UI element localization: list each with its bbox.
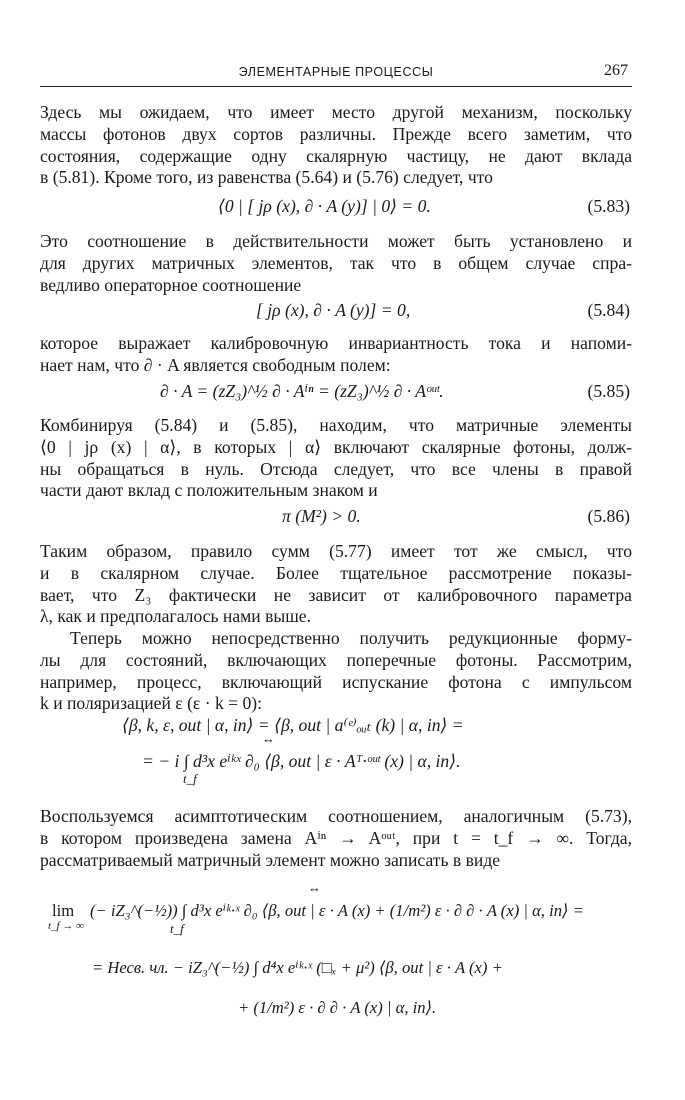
equation-expression: = Несв. чл. − iZ₃^(−½) ∫ d⁴x eⁱᵏ·ˣ (□ₓ + μ²) ⟨β, out | ε · A (x) + — [92, 958, 503, 977]
equation-reduction-line-2 — [40, 731, 632, 786]
equation-expression: ⟨β, k, ε, out | α, in⟩ = ⟨β, out | a⁽ᵉ⁾ₒᵤₜ (k) | α, in⟩ = — [122, 715, 464, 735]
text-line: Воспользуемся асимптотическим соотношением, аналогичным (5.73), — [40, 806, 632, 826]
running-title: ЭЛЕМЕНТАРНЫЕ ПРОЦЕССЫ — [238, 65, 434, 79]
equation-number: (5.84) — [587, 300, 630, 320]
text-line: например, процесс, включающий испускание фотона с импульсом — [40, 671, 632, 692]
page-header — [40, 60, 632, 87]
paragraph-5 — [40, 541, 632, 628]
integral-lower-limit: t_f — [183, 771, 197, 786]
bidirectional-arrow-icon: ↔ — [262, 731, 275, 746]
limit-operator: lim — [52, 901, 75, 920]
equation-final-line-3 — [40, 995, 632, 1021]
paragraph-3 — [40, 333, 632, 377]
equation-expression: = − i ∫ d³x eⁱᵏˣ ∂₀ ⟨β, out | ε · Aᵀ·ᵒᵘᵗ (x) | α, in⟩. — [142, 751, 461, 771]
text-line: ⟨0 | jρ (x) | α⟩, в которых | α⟩ включают скалярные фотоны, долж- — [40, 436, 632, 457]
limit-subscript: t_f → ∞ — [48, 920, 84, 932]
text-line: части дают вклад с положительным знаком и — [40, 480, 378, 501]
text-line: k и поляризацией ε (ε · k = 0): — [40, 693, 263, 714]
equation-expression: ∂ · A = (zZ₃)^½ ∂ · Aⁱⁿ = (zZ₃)^½ ∂ · Aᵒᵘᵗ. — [160, 381, 444, 401]
equation-number: (5.85) — [587, 381, 630, 401]
equation-expression: + (1/m²) ε · ∂ ∂ · A (x) | α, in⟩. — [238, 998, 437, 1017]
equation-expression: (− iZ₃^(−½)) ∫ d³x eⁱᵏ·ˣ ∂₀ ⟨β, out | ε · A (x) + (1/m²) ε · ∂ ∂ · A (x) | α, in⟩ = — [90, 901, 584, 920]
text-line: нает нам, что ∂ · A является свободным полем: — [40, 354, 391, 375]
text-line: состояния, содержащие одну скалярную частицу, не дают вклада — [40, 145, 632, 166]
equation-expression: π (M²) > 0. — [282, 506, 361, 526]
paragraph-7 — [40, 806, 632, 871]
text-line: Это соотношение в действительности может быть установлено и — [40, 231, 632, 251]
integral-lower-limit: t_f — [170, 921, 184, 936]
equation-final-line-2 — [40, 955, 632, 981]
text-line: которое выражает калибровочную инвариантность тока и напоми- — [40, 333, 632, 353]
text-line: λ, как и предполагалось нами выше. — [40, 606, 311, 627]
equation-number: (5.83) — [587, 196, 630, 216]
equation-final-line-1 — [40, 880, 632, 936]
text-line: для других матричных элементов, так что в общем случае спра- — [40, 252, 632, 273]
text-line: вает, что Z₃ фактически не зависит от калибровочного параметра — [40, 584, 632, 605]
text-line: и в скалярном случае. Более тщательное рассмотрение показы- — [40, 562, 632, 583]
text-line: массы фотонов двух сортов различны. Прежде всего заметим, что — [40, 123, 632, 144]
equation-5-83 — [40, 193, 632, 219]
text-line: Здесь мы ожидаем, что имеет место другой механизм, поскольку — [40, 102, 632, 122]
paragraph-4 — [40, 415, 632, 502]
text-line: ны обращаться в нуль. Отсюда следует, что все члены в правой — [40, 458, 632, 479]
equation-5-85 — [40, 378, 632, 404]
text-line: в котором произведена замена Aⁱⁿ → Aᵒᵘᵗ, при t = t_f → ∞. Тогда, — [40, 827, 632, 848]
paragraph-6 — [40, 628, 632, 715]
text-line: рассматриваемый матричный элемент можно записать в виде — [40, 849, 501, 870]
equation-5-86 — [40, 503, 632, 529]
text-line: Теперь можно непосредственно получить редукционные форму- — [70, 628, 632, 648]
page-number: 267 — [604, 62, 628, 79]
text-line: Комбинируя (5.84) и (5.85), находим, что матричные элементы — [40, 415, 632, 435]
text-line: ведливо операторное соотношение — [40, 274, 302, 295]
text-line: в (5.81). Кроме того, из равенства (5.64) и (5.76) следует, что — [40, 167, 493, 188]
equation-number: (5.86) — [587, 506, 630, 526]
equation-expression: [ jρ (x), ∂ · A (y)] = 0, — [256, 300, 411, 320]
equation-expression: ⟨0 | [ jρ (x), ∂ · A (y)] | 0⟩ = 0. — [218, 196, 431, 216]
equation-5-84 — [40, 297, 632, 323]
equation-reduction-line-1 — [40, 712, 632, 738]
paragraph-1 — [40, 102, 632, 189]
text-line: Таким образом, правило сумм (5.77) имеет тот же смысл, что — [40, 541, 632, 561]
text-line: лы для состояний, включающих поперечные фотоны. Рассмотрим, — [40, 649, 632, 670]
bidirectional-arrow-icon: ↔ — [308, 880, 321, 895]
paragraph-2 — [40, 231, 632, 296]
